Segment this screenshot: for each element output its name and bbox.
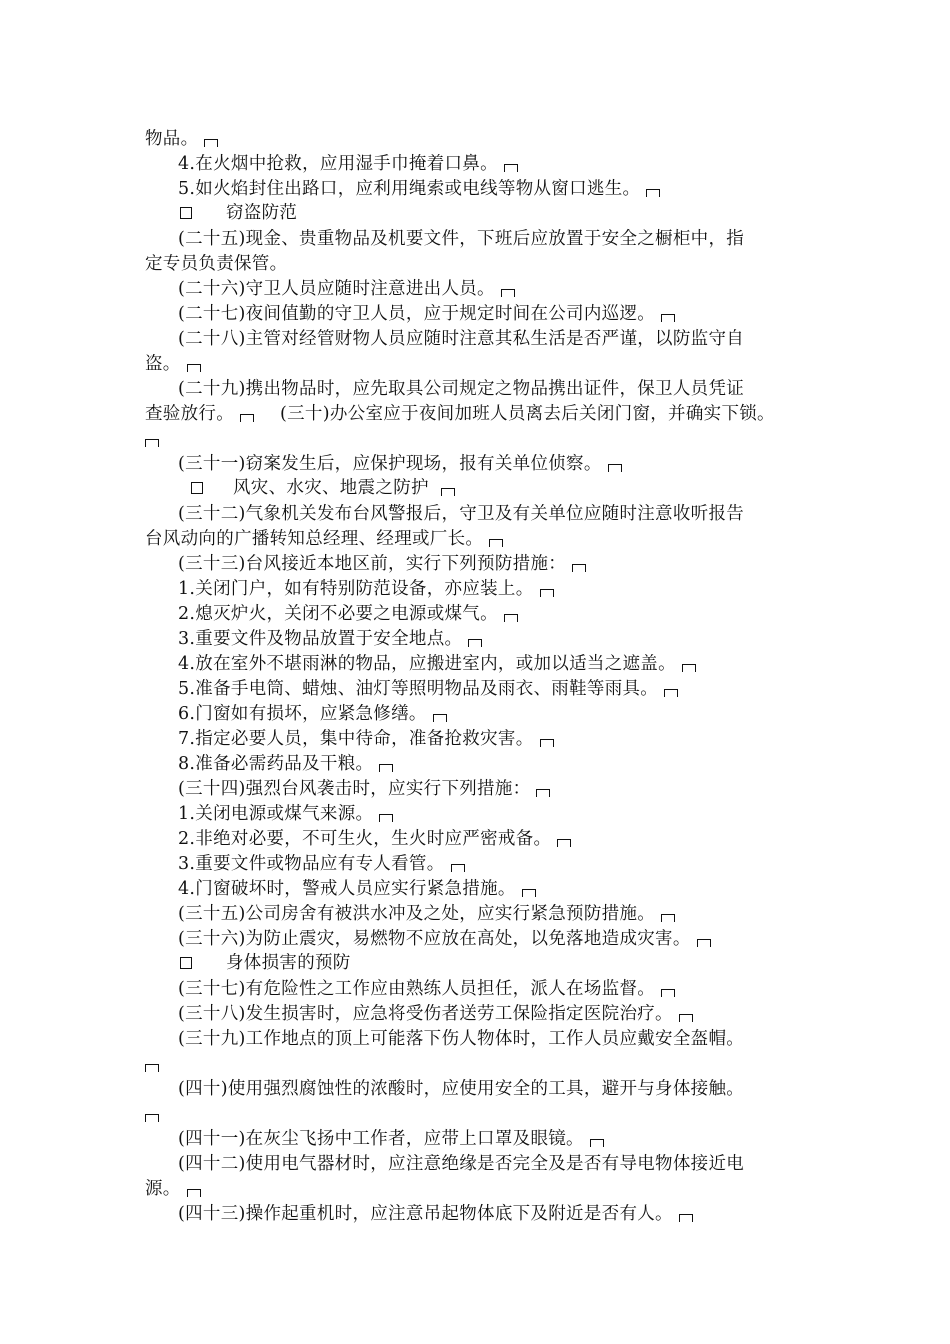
text-line: (二十九)携出物品时，应先取具公司规定之物品携出证件，保卫人员凭证: [178, 379, 745, 399]
paragraph-mark-icon: [557, 839, 571, 847]
text-line: 盗。: [145, 352, 201, 376]
paragraph-mark-icon: [679, 1214, 693, 1222]
checkbox-square-icon: [191, 482, 203, 494]
text-line: 物品。: [145, 127, 218, 151]
paragraph-mark-icon: [522, 889, 536, 897]
text-line: (三十九)工作地点的顶上可能落下伤人物体时，工作人员应戴安全盔帽。: [178, 1029, 745, 1049]
paragraph-mark-icon: [145, 1064, 159, 1072]
paragraph-mark-icon: [661, 914, 675, 922]
text-line: (三十六)为防止震灾，易燃物不应放在高处，以免落地造成灾害。: [178, 927, 711, 951]
text-line: 2.熄灭炉火，关闭不必要之电源或煤气。: [178, 602, 518, 626]
paragraph-mark-icon: [679, 1014, 693, 1022]
paragraph-mark-icon: [187, 364, 201, 372]
text-line: 4.在火烟中抢救，应用湿手巾掩着口鼻。: [178, 152, 518, 176]
paragraph-mark-icon: [145, 1114, 159, 1122]
paragraph-mark-icon: [468, 639, 482, 647]
text-line: 定专员负责保管。: [145, 254, 288, 274]
section-heading: 身体损害的预防: [180, 951, 351, 975]
paragraph-mark-icon: [501, 289, 515, 297]
paragraph-mark-icon: [504, 614, 518, 622]
paragraph-mark-icon: [489, 539, 503, 547]
paragraph-mark-icon: [451, 864, 465, 872]
text-line: (三十五)公司房舍有被洪水冲及之处，应实行紧急预防措施。: [178, 902, 675, 926]
paragraph-mark-icon: [504, 164, 518, 172]
paragraph-mark-icon: [608, 464, 622, 472]
paragraph-mark-icon: [540, 739, 554, 747]
text-line: 源。: [145, 1177, 201, 1201]
paragraph-mark-icon: [536, 789, 550, 797]
text-line: 3.重要文件及物品放置于安全地点。: [178, 627, 482, 651]
paragraph-mark-icon: [540, 589, 554, 597]
paragraph-mark-icon: [204, 139, 218, 147]
paragraph-mark-icon: [661, 989, 675, 997]
text-line: (二十八)主管对经管财物人员应随时注意其私生活是否严谨，以防监守自: [178, 329, 745, 349]
text-line: (四十一)在灰尘飞扬中工作者，应带上口罩及眼镜。: [178, 1127, 604, 1151]
paragraph-mark-icon: [240, 414, 254, 422]
paragraph-mark-icon: [682, 664, 696, 672]
text-line: (三十二)气象机关发布台风警报后，守卫及有关单位应随时注意收听报告: [178, 504, 745, 524]
text-line: [145, 1102, 159, 1126]
text-line: 6.门窗如有损坏，应紧急修缮。: [178, 702, 447, 726]
paragraph-mark-icon: [379, 814, 393, 822]
text-line: (三十一)窃案发生后，应保护现场，报有关单位侦察。: [178, 452, 622, 476]
text-line: (四十二)使用电气器材时，应注意绝缘是否完全及是否有导电物体接近电: [178, 1154, 745, 1174]
text-line: 1.关闭电源或煤气来源。: [178, 802, 393, 826]
text-line: (四十三)操作起重机时，应注意吊起物体底下及附近是否有人。: [178, 1202, 693, 1226]
paragraph-mark-icon: [433, 714, 447, 722]
checkbox-square-icon: [180, 957, 192, 969]
text-line: (四十)使用强烈腐蚀性的浓酸时，应使用安全的工具，避开与身体接触。: [178, 1079, 745, 1099]
paragraph-mark-icon: [646, 189, 660, 197]
section-heading: 风灾、水灾、地震之防护: [191, 476, 455, 500]
text-line: 查验放行。 (三十)办公室应于夜间加班人员离去后关闭门窗，并确实下锁。: [145, 404, 775, 424]
section-heading: 窃盗防范: [180, 201, 297, 225]
text-line: 4.门窗破坏时，警戒人员应实行紧急措施。: [178, 877, 536, 901]
text-line: (二十五)现金、贵重物品及机要文件，下班后应放置于安全之橱柜中，指: [178, 229, 745, 249]
text-line: (三十八)发生损害时，应急将受伤者送劳工保险指定医院治疗。: [178, 1002, 693, 1026]
text-line: (二十六)守卫人员应随时注意进出人员。: [178, 277, 515, 301]
text-line: 5.如火焰封住出路口，应利用绳索或电线等物从窗口逃生。: [178, 177, 660, 201]
paragraph-mark-icon: [379, 764, 393, 772]
paragraph-mark-icon: [187, 1189, 201, 1197]
paragraph-mark-icon: [572, 564, 586, 572]
paragraph-mark-icon: [664, 689, 678, 697]
text-line: [145, 427, 159, 451]
paragraph-mark-icon: [145, 439, 159, 447]
text-line: [145, 1052, 159, 1076]
text-line: 8.准备必需药品及干粮。: [178, 752, 393, 776]
text-line: (三十七)有危险性之工作应由熟练人员担任，派人在场监督。: [178, 977, 675, 1001]
text-line: 5.准备手电筒、蜡烛、油灯等照明物品及雨衣、雨鞋等雨具。: [178, 677, 678, 701]
text-line: 2.非绝对必要，不可生火，生火时应严密戒备。: [178, 827, 571, 851]
text-line: (二十七)夜间值勤的守卫人员，应于规定时间在公司内巡逻。: [178, 302, 675, 326]
text-line: (三十三)台风接近本地区前，实行下列预防措施：: [178, 552, 586, 576]
paragraph-mark-icon: [697, 939, 711, 947]
text-line: 7.指定必要人员，集中待命，准备抢救灾害。: [178, 727, 554, 751]
paragraph-mark-icon: [590, 1139, 604, 1147]
text-line: (三十四)强烈台风袭击时，应实行下列措施：: [178, 777, 550, 801]
paragraph-mark-icon: [441, 488, 455, 496]
checkbox-square-icon: [180, 207, 192, 219]
text-line: 台风动向的广播转知总经理、经理或厂长。: [145, 527, 503, 551]
text-line: 3.重要文件或物品应有专人看管。: [178, 852, 465, 876]
paragraph-mark-icon: [661, 314, 675, 322]
text-line: 1.关闭门户，如有特别防范设备，亦应装上。: [178, 577, 554, 601]
text-line: 4.放在室外不堪雨淋的物品，应搬进室内，或加以适当之遮盖。: [178, 652, 696, 676]
